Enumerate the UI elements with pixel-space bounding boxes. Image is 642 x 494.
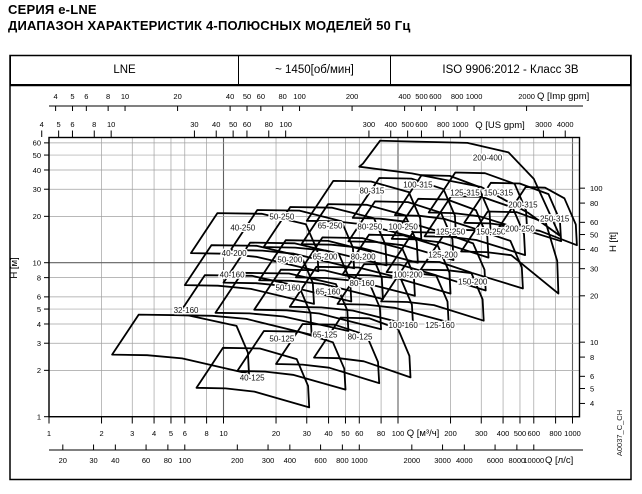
ls-tick-label: 100	[178, 456, 192, 465]
h-m-tick-label: 6	[36, 292, 41, 302]
model-label-200-315: 200-315	[508, 200, 538, 210]
ls-tick-label: 20	[58, 456, 67, 465]
model-label-150-250: 150-250	[476, 227, 506, 237]
h-ft-tick-label: 50	[590, 230, 599, 240]
h-ft-tick-label: 5	[590, 384, 595, 394]
drawing-code-note: A0037_C_CH	[615, 409, 624, 457]
us-gpm-tick-label: 800	[436, 120, 450, 129]
model-label-100-250: 100-250	[388, 222, 418, 232]
m3h-tick-label: 1000	[564, 429, 581, 438]
m3h-tick-label: 1	[46, 429, 52, 438]
imp-gpm-tick-label: 1000	[465, 92, 483, 101]
model-label-32-160: 32-160	[173, 305, 199, 315]
imp-gpm-tick-label: 800	[450, 92, 464, 101]
h-m-tick-label: 60	[32, 138, 41, 148]
m3h-tick-label: 40	[324, 429, 333, 438]
model-label-40-125: 40-125	[239, 373, 265, 383]
h-ft-tick-label: 40	[590, 245, 599, 255]
us-gpm-tick-label: 60	[242, 120, 252, 129]
imp-gpm-tick-label: 60	[256, 92, 266, 101]
us-gpm-tick-label: 1000	[451, 120, 469, 129]
h-m-tick-label: 30	[32, 185, 41, 195]
us-gpm-tick-label: 80	[264, 120, 273, 129]
imp-gpm-tick-label: 100	[293, 92, 306, 101]
model-label-250-315: 250-315	[539, 214, 570, 224]
ls-tick-label: 10000	[523, 456, 545, 465]
ls-tick-label: 800	[336, 456, 349, 465]
us-gpm-tick-label: 30	[190, 120, 199, 129]
us-gpm-tick-label: 40	[212, 120, 221, 129]
h-ft-tick-label: 8	[590, 352, 595, 362]
ls-tick-label: 1000	[350, 456, 368, 465]
m3h-tick-label: 30	[302, 429, 311, 438]
m3h-tick-label: 4	[151, 429, 157, 438]
model-label-50-160: 50-160	[275, 283, 301, 293]
model-label-65-160: 65-160	[315, 287, 341, 297]
ls-tick-label: 3000	[434, 456, 451, 465]
us-gpm-tick-label: 50	[228, 120, 238, 129]
us-gpm-tick-label: 10	[106, 120, 116, 129]
series-title: СЕРИЯ e-LNE	[8, 2, 97, 17]
imp-gpm-tick-label: 8	[106, 92, 111, 101]
imp-gpm-tick-label: 50	[242, 92, 252, 101]
m3h-tick-label: 300	[474, 429, 488, 438]
us-gpm-tick-label: 6	[70, 120, 75, 129]
us-gpm-tick-label: 4000	[556, 120, 574, 129]
m3h-tick-label: 800	[549, 429, 562, 438]
imp-gpm-tick-label: 400	[398, 92, 411, 101]
h-m-tick-label: 4	[36, 319, 41, 329]
imp-gpm-tick-label: 20	[173, 92, 182, 101]
chart-title: ДИАПАЗОН ХАРАКТЕРИСТИК 4-ПОЛЮСНЫХ МОДЕЛЕЙ 50 Гц	[8, 18, 411, 33]
model-label-40-250: 40-250	[230, 223, 256, 233]
ls-tick-label: 60	[141, 456, 151, 465]
model-label-50-125: 50-125	[269, 334, 295, 344]
h-m-axis-label: H [м]	[9, 257, 20, 279]
header-series-cell: LNE	[113, 64, 136, 76]
m3h-tick-label: 3	[130, 429, 135, 438]
ls-tick-label: 600	[314, 456, 327, 465]
model-label-40-200: 40-200	[221, 248, 247, 258]
ls-tick-label: 6000	[486, 456, 504, 465]
h-ft-tick-label: 30	[590, 264, 599, 274]
h-ft-axis-label: H [ft]	[608, 231, 619, 253]
us-gpm-tick-label: 8	[92, 120, 97, 129]
ls-tick-label: 200	[231, 456, 244, 465]
model-label-80-315: 80-315	[359, 186, 385, 196]
model-label-100-160: 100-160	[388, 321, 418, 331]
model-label-65-125: 65-125	[312, 330, 338, 340]
imp-gpm-tick-label: 600	[429, 92, 442, 101]
h-m-tick-label: 1	[36, 412, 41, 422]
model-label-125-200: 125-200	[428, 250, 458, 260]
us-gpm-tick-label: 4	[39, 120, 44, 129]
imp-gpm-tick-label: 5	[70, 92, 75, 101]
us-gpm-tick-label: 400	[384, 120, 397, 129]
h-m-tick-label: 2	[36, 366, 41, 376]
m3h-tick-label: 8	[204, 429, 209, 438]
ls-tick-label: 300	[261, 456, 275, 465]
h-ft-tick-label: 60	[590, 218, 599, 228]
model-label-80-125: 80-125	[347, 332, 373, 342]
model-label-200-250: 200-250	[505, 224, 535, 234]
h-ft-tick-label: 100	[590, 183, 603, 193]
model-label-50-250: 50-250	[269, 212, 295, 222]
model-label-200-400: 200-400	[472, 153, 503, 163]
header-standard-cell: ISO 9906:2012 - Класс 3B	[442, 64, 579, 76]
imp-gpm-tick-label: 10	[120, 92, 130, 101]
h-ft-tick-label: 20	[590, 291, 599, 301]
model-label-80-250: 80-250	[357, 222, 383, 232]
us-gpm-tick-label: 300	[362, 120, 376, 129]
model-label-100-315: 100-315	[403, 180, 433, 190]
header-speed-cell: ~ 1450[об/мин]	[238, 56, 391, 84]
ls-tick-label: 40	[111, 456, 120, 465]
us-gpm-tick-label: 3000	[535, 120, 552, 129]
model-label-125-160: 125-160	[425, 321, 455, 331]
m3h-axis-label: Q [м³/ч]	[406, 428, 440, 439]
imp-gpm-tick-label: 2000	[518, 92, 535, 101]
m3h-tick-label: 400	[496, 429, 510, 438]
m3h-tick-label: 100	[391, 429, 405, 438]
m3h-tick-label: 20	[271, 429, 281, 438]
ls-tick-label: 2000	[403, 456, 421, 465]
model-label-125-250: 125-250	[435, 227, 466, 237]
ls-tick-label: 80	[163, 456, 173, 465]
h-m-tick-label: 10	[32, 258, 41, 268]
m3h-tick-label: 5	[168, 429, 174, 438]
us-gpm-tick-label: 5	[56, 120, 61, 129]
ls-tick-label: 8000	[508, 456, 526, 465]
us-gpm-tick-label: 500	[401, 120, 414, 129]
model-label-50-200: 50-200	[277, 255, 303, 265]
ls-tick-label: 30	[89, 456, 98, 465]
h-m-tick-label: 40	[32, 165, 41, 175]
envelope-32-160	[112, 315, 249, 374]
imp-gpm-tick-label: 80	[278, 92, 287, 101]
h-m-tick-label: 8	[36, 273, 41, 283]
model-label-150-200: 150-200	[458, 277, 488, 287]
us-gpm-axis-label: Q [US gpm]	[475, 120, 525, 131]
h-ft-tick-label: 80	[590, 198, 599, 208]
m3h-tick-label: 80	[376, 429, 386, 438]
m3h-tick-label: 600	[527, 429, 541, 438]
imp-gpm-axis-label: Q [Imp gpm]	[537, 91, 590, 102]
imp-gpm-tick-label: 6	[84, 92, 89, 101]
us-gpm-tick-label: 100	[279, 120, 292, 129]
imp-gpm-tick-label: 4	[53, 92, 58, 101]
ls-axis-label: Q [л/с]	[545, 455, 574, 466]
model-label-80-160: 80-160	[349, 279, 375, 289]
model-label-150-315: 150-315	[483, 188, 514, 198]
h-m-tick-label: 3	[36, 339, 41, 349]
h-ft-tick-label: 10	[590, 337, 599, 347]
m3h-tick-label: 6	[182, 429, 187, 438]
model-label-100-200: 100-200	[393, 270, 423, 280]
model-label-65-250: 65-250	[317, 221, 343, 231]
imp-gpm-tick-label: 40	[225, 92, 235, 101]
model-label-40-160: 40-160	[219, 270, 245, 280]
m3h-tick-label: 500	[513, 429, 527, 438]
imp-gpm-tick-label: 500	[415, 92, 428, 101]
m3h-tick-label: 200	[444, 429, 457, 438]
ls-tick-label: 4000	[456, 456, 473, 465]
h-m-tick-label: 5	[36, 304, 41, 314]
model-label-80-200: 80-200	[350, 252, 376, 262]
ls-tick-label: 400	[283, 456, 297, 465]
model-label-65-200: 65-200	[312, 252, 338, 262]
m3h-tick-label: 60	[355, 429, 364, 438]
imp-gpm-tick-label: 200	[345, 92, 359, 101]
h-m-tick-label: 50	[32, 150, 41, 160]
m3h-tick-label: 10	[219, 429, 228, 438]
m3h-tick-label: 2	[99, 429, 104, 438]
us-gpm-tick-label: 600	[415, 120, 428, 129]
h-ft-tick-label: 6	[590, 372, 595, 382]
h-ft-tick-label: 4	[590, 399, 595, 409]
m3h-tick-label: 50	[341, 429, 350, 438]
model-label-125-315: 125-315	[450, 188, 480, 198]
h-m-tick-label: 20	[32, 212, 41, 222]
